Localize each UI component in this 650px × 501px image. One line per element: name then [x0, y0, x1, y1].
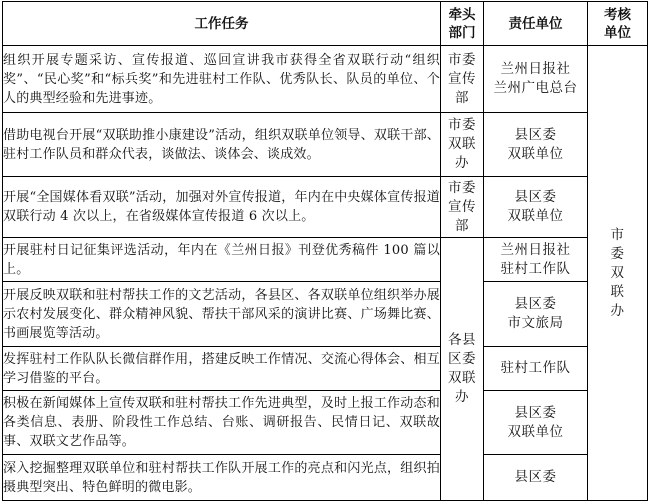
responsible-cell: 县区委 双联单位	[484, 177, 588, 238]
task-cell: 深入挖掘整理双联单位和驻村帮扶工作队开展工作的亮点和闪光点，组织拍摄典型突出、特色鲜明的微电影。	[3, 455, 441, 501]
task-table	[2, 1, 648, 501]
responsible-cell: 县区委 双联单位	[484, 391, 588, 455]
header-assessment-unit	[588, 2, 648, 46]
task-cell: 积极在新闻媒体上宣传双联和驻村帮扶工作先进典型，及时上报工作动态和各类信息、表册、阶段性工作总结、台账、调研报告、民情日记、双联故事、双联文艺作品等。	[3, 391, 441, 455]
responsible-cell: 县区委 市文旅局	[484, 282, 588, 347]
table-row	[3, 46, 648, 113]
task-cell: 开展反映双联和驻村帮扶工作的文艺活动，各县区、各双联单位组织举办展示农村发展变化、群众精神风貌、帮扶干部风采的演讲比赛、广场舞比赛、书画展览等活动。	[3, 282, 441, 347]
header-task: 工作任务	[3, 2, 441, 46]
lead-cell	[441, 46, 484, 113]
assessment-unit-text: 市 委 双 联 办	[610, 226, 625, 319]
task-cell: 组织开展专题采访、宣传报道、巡回宣讲我市获得全省双联行动“组织奖”、“民心奖”和“标兵奖”和先进驻村工作队、优秀队长、队员的单位、个人的典型经验和先进事迹。	[3, 46, 441, 113]
table-row	[3, 238, 648, 282]
responsible-cell: 兰州日报社 兰州广电总台	[484, 46, 588, 113]
task-cell: 开展“全国媒体看双联”活动，加强对外宣传报道，年内在中央媒体宣传报道双联行动 4 次以上，在省级媒体宣传报道 6 次以上。	[3, 177, 441, 238]
table-row	[3, 347, 648, 391]
shared-lead-text: 各县 区委 双联 办	[448, 332, 476, 405]
lead-text: 市委 宣传 部	[448, 51, 476, 106]
lead-text: 市委 双联 办	[448, 117, 476, 171]
header-lead-text: 牵头 部门	[448, 6, 476, 41]
table-row	[3, 391, 648, 455]
table-row	[3, 113, 648, 177]
table-row	[3, 282, 648, 347]
lead-cell	[441, 113, 484, 177]
table-header-row	[3, 2, 648, 46]
lead-cell	[441, 177, 484, 238]
responsible-cell: 兰州日报社 驻村工作队	[484, 238, 588, 282]
task-cell: 开展驻村日记征集评选活动，年内在《兰州日报》刊登优秀稿件 100 篇以上。	[3, 238, 441, 282]
task-cell: 借助电视台开展“双联助推小康建设”活动，组织双联单位领导、双联干部、驻村工作队员和群众代表，谈做法、谈体会、谈成效。	[3, 113, 441, 177]
lead-text: 市委 宣传 部	[448, 179, 476, 234]
task-cell: 发挥驻村工作队队长微信群作用，搭建反映工作情况、交流心得体会、相互学习借鉴的平台。	[3, 347, 441, 391]
shared-lead-cell	[441, 238, 484, 501]
assessment-unit-cell	[588, 46, 648, 501]
header-lead-department	[441, 2, 484, 46]
header-responsible-unit: 责任单位	[484, 2, 588, 46]
responsible-cell: 县区委	[484, 455, 588, 501]
table-row	[3, 177, 648, 238]
header-assess-text: 考核 单位	[604, 6, 631, 41]
responsible-cell: 县区委 双联单位	[484, 113, 588, 177]
responsible-cell: 驻村工作队	[484, 347, 588, 391]
table-row	[3, 455, 648, 501]
